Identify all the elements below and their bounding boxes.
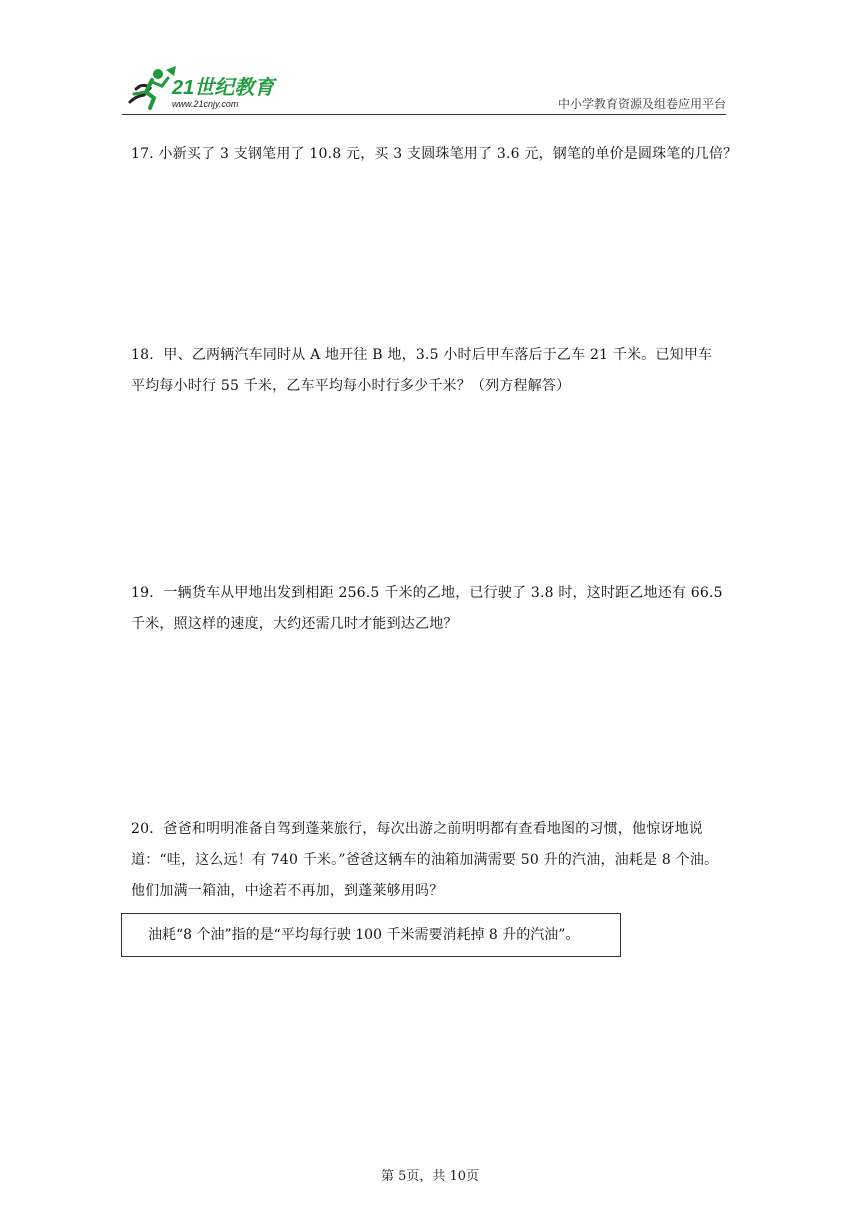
logo-text: 21世纪教育 xyxy=(172,77,275,99)
question-18 xyxy=(131,340,731,402)
question-line: 20．爸爸和明明准备自驾到蓬莱旅行，每次出游之前明明都有查看地图的习惯，他惊讶地说 xyxy=(131,821,704,837)
page-header xyxy=(122,62,726,116)
question-line: 道：“哇，这么远！有 740 千米。”爸爸这辆车的油箱加满需要 50 升的汽油，油耗是 8 个油。 xyxy=(131,852,719,868)
logo-url: www.21cnjy.com xyxy=(172,99,239,109)
question-17 xyxy=(131,139,738,170)
logo xyxy=(122,62,292,114)
question-line: 19．一辆货车从甲地出发到相距 256.5 千米的乙地，已行驶了 3.8 时，这时距乙地还有 66.5 xyxy=(131,585,723,601)
question-line: 17. 小新买了 3 支钢笔用了 10.8 元，买 3 支圆珠笔用了 3.6 元，钢笔的单价是圆珠笔的几倍？ xyxy=(131,146,738,162)
question-20 xyxy=(131,814,731,907)
runner-icon xyxy=(130,66,176,108)
hint-box: 油耗“8 个油”指的是“平均每行驶 100 千米需要消耗掉 8 升的汽油”。 xyxy=(121,913,621,957)
question-line: 18．甲、乙两辆汽车同时从 A 地开往 B 地，3.5 小时后甲车落后于乙车 21 千米。已知甲车 xyxy=(131,347,713,363)
platform-name: 中小学教育资源及组卷应用平台 xyxy=(557,97,726,111)
question-line: 千米，照这样的速度，大约还需几时才能到达乙地？ xyxy=(131,616,458,632)
page-number: 第 5页，共 10页 xyxy=(380,1169,480,1184)
question-19 xyxy=(131,578,731,640)
header-divider xyxy=(122,114,726,115)
question-line: 他们加满一箱油，中途若不再加，到蓬莱够用吗？ xyxy=(131,883,444,899)
question-line: 平均每小时行 55 千米，乙车平均每小时行多少千米？（列方程解答） xyxy=(131,378,571,394)
